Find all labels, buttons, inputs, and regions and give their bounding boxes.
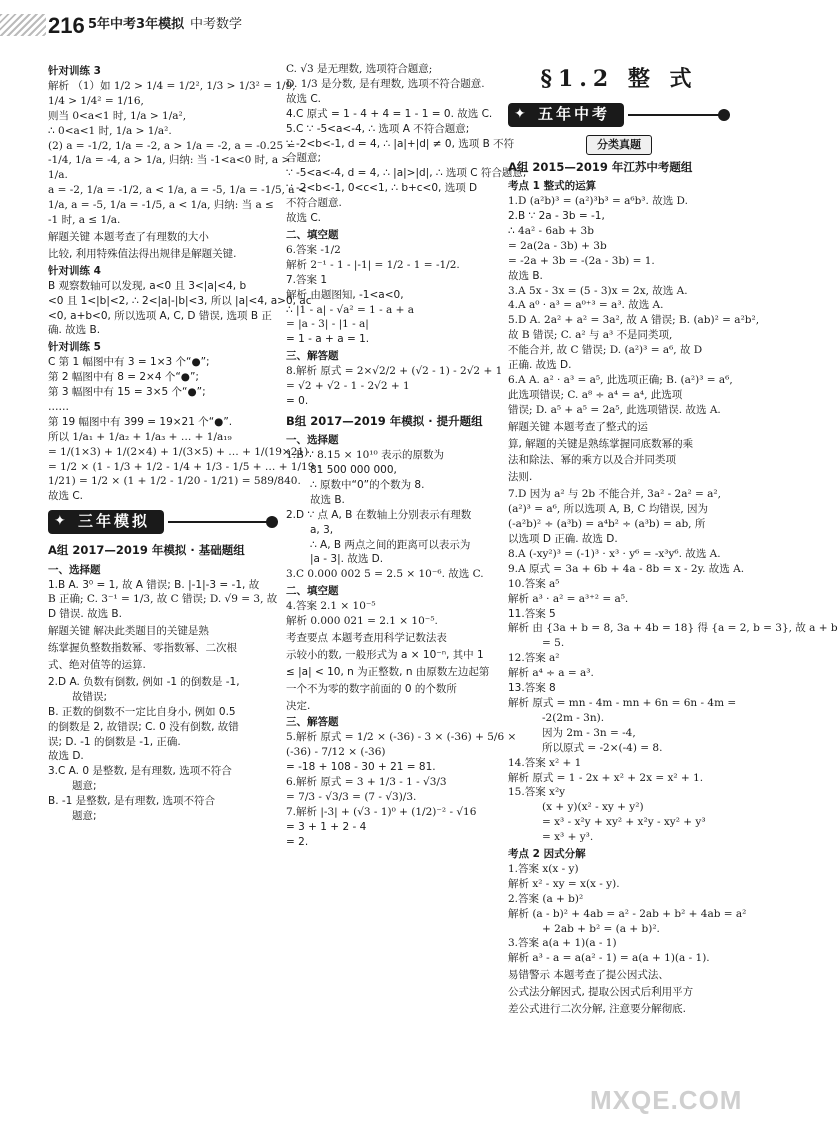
math-line: = √2 + √2 - 1 - 2√2 + 1 (286, 380, 410, 393)
math-line: 1/a. (48, 169, 68, 182)
text-line: B 观察数轴可以发现, a<0 且 3<|a|<4, b (48, 279, 247, 292)
math-line: 14.答案 x² + 1 (508, 756, 582, 769)
text-line: B. -1 是整数, 是有理数, 选项不符合 (48, 795, 216, 808)
math-line: = 1/2 × (1 - 1/3 + 1/2 - 1/4 + 1/3 - 1/5 + … + 1/19 - (48, 460, 322, 473)
group-heading: B组 2017—2019 年模拟 · 提升题组 (286, 413, 483, 428)
subheading: 针对训练 4 (48, 264, 101, 277)
tip-note: 解题关键 本题考查了整式的运 (508, 420, 648, 433)
math-line: 解析 a³ · a² = a³⁺² = a⁵. (508, 592, 629, 605)
text-line: …… (48, 400, 69, 413)
text-line: 2.D ∵ 点 A, B 在数轴上分别表示有理数 (286, 508, 472, 521)
tip-note: 决定. (286, 699, 311, 712)
subheading: 针对训练 3 (48, 65, 101, 77)
tip-note: ≤ |a| < 10, n 为正整数, n 由原数左边起第 (286, 665, 490, 678)
tip-note: 差公式进行二次分解, 注意要分解彻底. (508, 1003, 687, 1016)
math-line: 3.答案 a(a + 1)(a - 1) (508, 937, 617, 950)
page-header (0, 0, 750, 46)
tip-note: 练掌握负整数指数幂、零指数幂、二次根 (48, 642, 237, 655)
banner-emblem-icon: ✦ (54, 513, 66, 530)
book-subject: 中考数学 (190, 17, 243, 32)
text-line: = 0. (286, 394, 309, 407)
section-banner-label: 五年中考 (508, 103, 624, 126)
text-line: 1.B A. 3⁰ = 1, 故 A 错误; B. |-1|-3 = -1, 故 (48, 578, 260, 591)
subheading: 三、解答题 (286, 716, 339, 729)
subheading: 二、填空题 (286, 585, 339, 598)
math-line: D. 1/3 是分数, 是有理数, 选项不符合题意. (286, 77, 485, 90)
math-line: (a²)³ = a⁶, 所以选项 A, B, C 均错误, 因为 (508, 503, 709, 516)
tip-note: 算, 解题的关键是熟练掌握同底数幂的乘 (508, 437, 694, 450)
category-label: 分类真题 (586, 135, 652, 155)
text-line: 第 2 幅图中有 8 = 2×4 个“●”; (48, 371, 199, 384)
banner-rule (628, 114, 720, 116)
text-line: 13.答案 8 (508, 682, 556, 695)
text-line: 合题意; (286, 152, 322, 165)
math-line: 5.解析 原式 = 1/2 × (-36) - 3 × (-36) + 5/6 × (286, 731, 517, 744)
math-line: 解析 0.000 021 = 2.1 × 10⁻⁵. (286, 615, 438, 628)
math-line: 解析 a³ - a = a(a² - 1) = a(a + 1)(a - 1). (508, 952, 710, 965)
math-line: 解析 （1）如 1/2 > 1/4 = 1/2², 1/3 > 1/3² = 1/9, (48, 79, 296, 92)
section-banner-label: 三年模拟 (48, 510, 164, 533)
math-line: 1/4 > 1/4² = 1/16, (48, 94, 144, 107)
group-heading: A组 2015—2019 年江苏中考题组 (508, 159, 693, 174)
banner-dot-icon (718, 109, 730, 121)
math-line: = x³ + y³. (542, 831, 594, 844)
text-line: = -18 + 108 - 30 + 21 = 81. (286, 761, 436, 774)
text-line: 3.C A. 0 是整数, 是有理数, 选项不符合 (48, 765, 232, 778)
tip-note: 解题关键 解决此类题目的关键是熟 (48, 625, 209, 638)
category-label-box (508, 135, 730, 155)
text-line: 确. 故选 B. (48, 324, 101, 337)
text-line: ∵ -2<b<-1, 0<c<1, ∴ b+c<0, 选项 D (286, 182, 478, 195)
banner-emblem-icon: ✦ (514, 106, 526, 123)
text-line: a, 3, (310, 523, 334, 536)
math-line: + 2ab + b² = (a + b)². (542, 922, 660, 935)
text-line: 故选 C. (286, 212, 322, 225)
math-line: = 1/(1×3) + 1/(2×4) + 1/(3×5) + … + 1/(19×21) (48, 445, 309, 458)
math-line: ∴ |1 - a| - √a² = 1 - a + a (286, 303, 415, 316)
text-line: 题意; (72, 780, 97, 793)
watermark-logo: MXQE.COM (590, 1085, 743, 1115)
book-series: 5年中考3年模拟 (88, 17, 185, 32)
math-line: 1/a, a = -5, 1/a = -1/5, a < 1/a, 归纳: 当 a ≤ (48, 199, 274, 212)
subheading: 一、选择题 (48, 563, 101, 576)
math-line: 错误; D. a⁵ + a⁵ = 2a⁵, 此选项错误. 故选 A. (508, 403, 721, 416)
text-line: 11.答案 5 (508, 607, 556, 620)
math-line: = 2a(2a - 3b) + 3b (508, 239, 607, 252)
math-line: 15.答案 x²y (508, 786, 566, 799)
tip-note: 示较小的数, 一般形式为 a × 10⁻ⁿ, 其中 1 (286, 648, 484, 661)
math-line: B 正确; C. 3⁻¹ = 1/3, 故 C 错误; D. √9 = 3, 故 (48, 593, 278, 606)
text-line: 4.C 原式 = 1 - 4 + 4 = 1 - 1 = 0. 故选 C. (286, 107, 493, 120)
subheading: 针对训练 5 (48, 341, 101, 354)
math-line: 则当 0<a<1 时, 1/a > 1/a², (48, 109, 187, 122)
math-line: 5.D A. 2a² + a² = 3a², 故 A 错误; B. (ab)² = a²b², (508, 314, 760, 327)
tip-note: 公式法分解因式, 提取公因式后利用平方 (508, 986, 694, 999)
text-line: |a - 3|. 故选 D. (310, 553, 384, 566)
text-line: ∵ -2<b<-1, d = 4, ∴ |a|+|d| ≠ 0, 选项 B 不符 (286, 137, 515, 150)
math-line: 4.A a⁰ · a³ = a⁰⁺³ = a³. 故选 A. (508, 299, 664, 312)
math-line: 6.解析 原式 = 3 + 1/3 - 1 - √3/3 (286, 776, 447, 789)
math-line: 6.答案 -1/2 (286, 243, 341, 256)
math-line: 2.答案 (a + b)² (508, 892, 584, 905)
section-banner (48, 510, 278, 534)
text-line: 第 3 幅图中有 15 = 3×5 个“●”; (48, 386, 206, 399)
math-line: 6.A A. a² · a³ = a⁵, 此选项正确; B. (a²)³ = a⁶, (508, 373, 733, 386)
tip-note: 易错警示 本题考查了提公因式法、 (508, 969, 669, 982)
text-line: C 第 1 幅图中有 3 = 1×3 个“●”; (48, 356, 210, 369)
subheading: 三、解答题 (286, 350, 339, 363)
math-line: 解析 由 {3a + b = 8, 3a + 4b = 18} 得 {a = 2, b = 3}, 故 a + b (508, 622, 838, 635)
math-line: (-a²b)² ÷ (a³b) = a⁴b² ÷ (a³b) = ab, 所 (508, 518, 706, 531)
tip-note: 法则. (508, 471, 533, 484)
text-line: 题意; (72, 810, 97, 823)
banner-dot-icon (266, 516, 278, 528)
math-line: 4.答案 2.1 × 10⁻⁵ (286, 600, 376, 613)
page-number: 216 (48, 13, 85, 38)
math-line: 10.答案 a⁵ (508, 577, 560, 590)
text-line: ∵ -5<a<-4, d = 4, ∴ |a|>|d|, ∴ 选项 C 符合题意; (286, 167, 527, 180)
math-line: = |a - 3| - |1 - a| (286, 318, 369, 331)
text-line: = 2. (286, 835, 309, 848)
text-line: B. 正数的倒数不一定比自身小, 例如 0.5 (48, 705, 236, 718)
text-line: 以选项 D 正确. 故选 D. (508, 533, 618, 546)
text-line: <0, a+b<0, 所以选项 A, C, D 错误, 选项 B 正 (48, 309, 272, 322)
tip-note: 法和除法、幂的乘方以及合并同类项 (508, 454, 676, 467)
banner-rule (168, 521, 268, 523)
text-line: <0 且 1<|b|<2, ∴ 2<|a|-|b|<3, 所以 |a|<4, a>0, ac (48, 294, 312, 307)
text-line: 81 500 000 000, (310, 463, 397, 476)
math-line: 8.A (-xy²)³ = (-1)³ · x³ · y⁶ = -x³y⁶. 故选 A. (508, 547, 721, 560)
math-line: -1/4, 1/a = -4, a > 1/a, 归纳: 当 -1<a<0 时, a > (48, 154, 291, 167)
tip-note: 式、绝对值等的运算. (48, 659, 146, 672)
tip-note: 考查要点 本题考查用科学记数法表 (286, 631, 447, 644)
text-line: 5.C ∵ -5<a<-4, ∴ 选项 A 不符合题意; (286, 122, 470, 135)
header-stripe (0, 14, 46, 36)
math-line: = 7/3 - √3/3 = (7 - √3)/3. (286, 791, 417, 804)
group-heading: A组 2017—2019 年模拟 · 基础题组 (48, 543, 245, 558)
text-line: 2.B ∵ 2a - 3b = -1, (508, 209, 605, 222)
math-line: = -2a + 3b = -(2a - 3b) = 1. (508, 254, 655, 267)
section-banner (508, 103, 730, 127)
tip-note: 一个不为零的数字前面的 0 的个数所 (286, 682, 457, 695)
math-line: 1.B ∵ 8.15 × 10¹⁰ 表示的原数为 (286, 449, 445, 462)
text-line: 故选 B. (508, 269, 543, 282)
text-line: ∴ 原数中“0”的个数为 8. (310, 478, 425, 491)
math-line: 12.答案 a² (508, 652, 560, 665)
text-line: 故选 B. (310, 493, 345, 506)
text-line: 第 19 幅图中有 399 = 19×21 个“●”. (48, 415, 233, 428)
math-line: 解析 x² - xy = x(x - y). (508, 877, 620, 890)
tip-note: 解题关键 本题考查了有理数的大小 (48, 230, 209, 243)
text-line: 故错误; (72, 690, 108, 703)
math-line: 故 B 错误; C. a² 与 a³ 不是同类项, (508, 329, 673, 342)
math-line: ∴ 4a² - 6ab + 3b (508, 224, 594, 237)
math-line: = 5. (542, 637, 565, 650)
math-line: 1.答案 x(x - y) (508, 862, 579, 875)
text-line: ∴ A, B 两点之间的距离可以表示为 (310, 538, 471, 551)
math-line: 此选项错误; C. a⁸ ÷ a⁴ = a⁴, 此选项 (508, 388, 683, 401)
text-line: = 3 + 1 + 2 - 4 (286, 820, 367, 833)
text-line: 故选 C. (48, 490, 84, 503)
math-line: 不能合并, 故 C 错误; D. (a²)³ = a⁶, 故 D (508, 344, 703, 357)
math-line: (x + y)(x² - xy + y²) (542, 801, 644, 814)
math-line: -2(2m - 3n). (542, 711, 605, 724)
text-line: 故选 D. (48, 750, 84, 763)
math-line: 1/21) = 1/2 × (1 + 1/2 - 1/20 - 1/21) = 589/840. (48, 475, 301, 488)
text-line: 解析 由题图知, -1<a<0, (286, 288, 404, 301)
math-line: a = -2, 1/a = -1/2, a < 1/a, a = -5, 1/a = -1/5, a < (48, 184, 307, 197)
text-line: 正确. 故选 D. (508, 359, 572, 372)
math-line: 解析 (a - b)² + 4ab = a² - 2ab + b² + 4ab = a² (508, 907, 747, 920)
tip-note: 比较, 利用特殊值法得出规律是解题关键. (48, 247, 237, 260)
math-line: 3.C 0.000 002 5 = 2.5 × 10⁻⁶. 故选 C. (286, 568, 484, 581)
math-line: 因为 2m - 3n = -4, (542, 726, 636, 739)
math-line: 7.解析 |-3| + (√3 - 1)⁰ + (1/2)⁻² - √16 (286, 805, 477, 818)
math-line: 所以 1/a₁ + 1/a₂ + 1/a₃ + … + 1/a₁₉ (48, 430, 232, 443)
math-line: 9.A 原式 = 3a + 6b + 4a - 8b = x - 2y. 故选 A. (508, 562, 745, 575)
text-line: = 1 - a + a = 1. (286, 333, 370, 346)
math-line: 解析 原式 = mn - 4m - mn + 6n = 6n - 4m = (508, 696, 737, 709)
math-line: (2) a = -1/2, 1/a = -2, a > 1/a = -2, a = -0.25 = (48, 139, 296, 152)
math-line: 解析 原式 = 1 - 2x + x² + 2x = x² + 1. (508, 771, 704, 784)
subheading: 二、填空题 (286, 228, 339, 241)
text-line: 误; D. -1 的倒数是 -1, 正确. (48, 735, 181, 748)
column-right (508, 62, 838, 1102)
text-line: 的倒数是 2, 故错误; C. 0 没有倒数, 故错 (48, 720, 239, 733)
text-line: 故选 C. (286, 92, 322, 105)
text-line: 2.D A. 负数有倒数, 例如 -1 的倒数是 -1, (48, 675, 240, 688)
subheading: 考点 1 整式的运算 (508, 180, 597, 193)
text-line: 7.答案 1 (286, 273, 328, 286)
math-line: 8.解析 原式 = 2×√2/2 + (√2 - 1) - 2√2 + 1 (286, 365, 503, 378)
math-line: 1.D (a²b)³ = (a²)³b³ = a⁶b³. 故选 D. (508, 195, 688, 208)
math-line: 所以原式 = -2×(-4) = 8. (542, 741, 663, 754)
math-line: 解析 2⁻¹ - 1 - |-1| = 1/2 - 1 = -1/2. (286, 258, 460, 271)
math-line: 3.A 5x - 3x = (5 - 3)x = 2x, 故选 A. (508, 284, 688, 297)
text-line: 不符合题意. (286, 197, 342, 210)
section-title: §1.2 整 式 (540, 66, 698, 92)
math-line: 解析 a⁴ ÷ a = a³. (508, 667, 594, 680)
math-line: (-36) - 7/12 × (-36) (286, 746, 386, 759)
subheading: 一、选择题 (286, 434, 339, 447)
math-line: ∴ 0<a<1 时, 1/a > 1/a². (48, 124, 172, 137)
subheading: 考点 2 因式分解 (508, 848, 586, 861)
text-line: D 错误. 故选 B. (48, 608, 122, 621)
math-line: C. √3 是无理数, 选项符合题意; (286, 63, 433, 75)
math-line: -1 时, a ≤ 1/a. (48, 214, 121, 227)
math-line: = x³ - x²y + xy² + x²y - xy² + y³ (542, 816, 706, 829)
math-line: 7.D 因为 a² 与 2b 不能合并, 3a² - 2a² = a², (508, 488, 721, 501)
